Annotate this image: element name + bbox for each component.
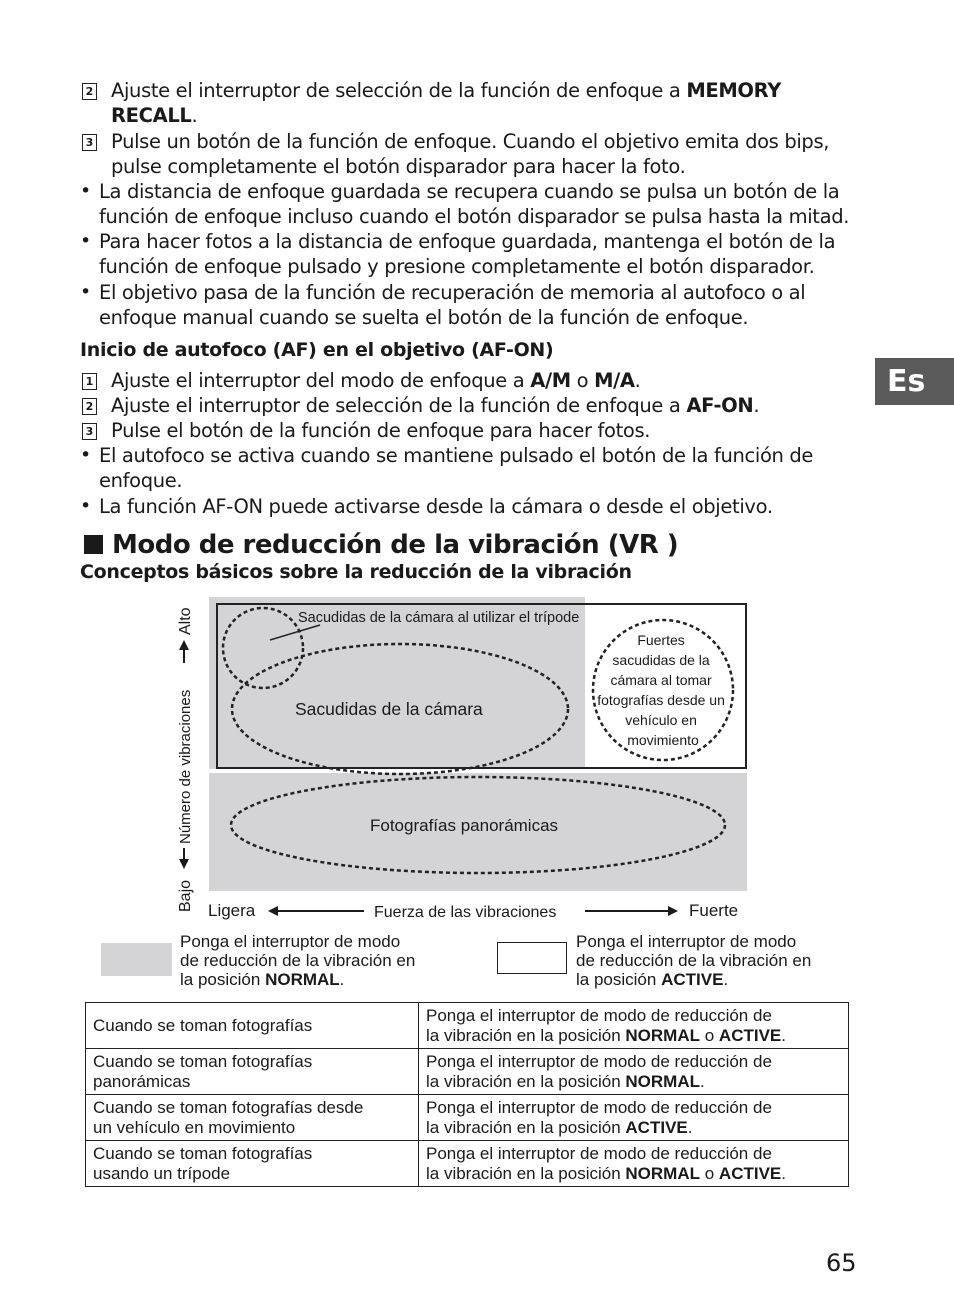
y-axis-low-label: Bajo	[177, 879, 194, 912]
step-text: Ajuste el interruptor del modo de enfoque a A/M o M/A.	[111, 369, 641, 392]
x-axis-label: Fuerza de las vibraciones	[374, 904, 557, 921]
table-cell-situation: Cuando se toman fotografías	[86, 1003, 419, 1049]
table-cell-setting: Ponga el interruptor de modo de reducción de la vibración en la posición ACTIVE.	[419, 1095, 849, 1141]
bullet: •	[80, 230, 92, 252]
table-row	[86, 1003, 849, 1049]
af-on-heading: Inicio de autofoco (AF) en el objetivo (AF-ON)	[80, 339, 554, 361]
bullet-text: Para hacer fotos a la distancia de enfoque guardada, mantenga el botón de la	[99, 230, 836, 253]
bullet: •	[80, 495, 92, 517]
bullet-text: La función AF-ON puede activarse desde la cámara o desde el objetivo.	[99, 495, 773, 518]
vr-settings-table	[85, 1002, 849, 1187]
legend-active-swatch	[497, 942, 567, 974]
step-text: Pulse un botón de la función de enfoque. Cuando el objetivo emita dos bips,	[111, 130, 830, 153]
step-text: RECALL.	[111, 104, 198, 127]
step-number: 3	[82, 134, 97, 151]
step-number: 2	[82, 83, 97, 100]
step-number: 3	[82, 423, 97, 440]
bullet-text: enfoque manual cuando se suelta el botón de la función de enfoque.	[99, 306, 749, 329]
table-cell-setting: Ponga el interruptor de modo de reducción de la vibración en la posición NORMAL.	[419, 1049, 849, 1095]
legend-normal-line: Ponga el interruptor de modo	[180, 932, 401, 951]
tripod-label: Sacudidas de la cámara al utilizar el trípode	[298, 610, 580, 626]
bullet-text: La distancia de enfoque guardada se recupera cuando se pulsa un botón de la	[99, 180, 840, 203]
step-number: 2	[82, 398, 97, 415]
panning-label: Fotografías panorámicas	[370, 816, 559, 835]
language-tab: Es	[875, 358, 954, 405]
vehicle-label: Fuertes sacudidas de la cámara al tomar fotografías desde un vehículo en movimiento	[597, 632, 725, 748]
bullet-text: El autofoco se activa cuando se mantiene pulsado el botón de la función de	[99, 444, 814, 467]
x-axis-low-label: Ligera	[208, 901, 256, 920]
y-axis-high-label: Alto	[177, 607, 194, 635]
table-cell-situation: Cuando se toman fotografías panorámicas	[86, 1049, 419, 1095]
table-row	[86, 1049, 849, 1095]
legend-normal-line: de reducción de la vibración en	[180, 951, 416, 970]
legend-normal-swatch	[101, 943, 172, 976]
y-axis-label: Número de vibraciones	[177, 689, 194, 844]
step-text: pulse completamente el botón disparador para hacer la foto.	[111, 155, 686, 178]
table-cell-setting: Ponga el interruptor de modo de reducción de la vibración en la posición NORMAL o ACTIVE.	[419, 1003, 849, 1049]
bullet: •	[80, 444, 92, 466]
bullet-text: función de enfoque pulsado y presione completamente el botón disparador.	[99, 255, 815, 278]
legend-active-line: Ponga el interruptor de modo	[576, 932, 797, 951]
table-cell-setting: Ponga el interruptor de modo de reducción de la vibración en la posición NORMAL o ACTIVE.	[419, 1141, 849, 1187]
step-text: Pulse el botón de la función de enfoque para hacer fotos.	[111, 419, 651, 442]
bullet-text: El objetivo pasa de la función de recuperación de memoria al autofoco o al	[99, 281, 806, 304]
step-text: Ajuste el interruptor de selección de la función de enfoque a MEMORY	[111, 79, 782, 102]
table-row	[86, 1141, 849, 1187]
vr-subheading: Conceptos básicos sobre la reducción de la vibración	[80, 561, 632, 583]
table-cell-situation: Cuando se toman fotografías usando un trípode	[86, 1141, 419, 1187]
page-number: 65	[826, 1249, 857, 1277]
bullet-text: función de enfoque incluso cuando el botón disparador se pulsa hasta la mitad.	[99, 205, 850, 228]
step-text: Ajuste el interruptor de selección de la función de enfoque a AF-ON.	[111, 394, 760, 417]
step-number: 1	[82, 373, 97, 390]
bullet: •	[80, 180, 92, 202]
legend-active-line: de reducción de la vibración en	[576, 951, 812, 970]
table-row	[86, 1095, 849, 1141]
x-axis-high-label: Fuerte	[689, 901, 739, 920]
vr-section-title: Modo de reducción de la vibración (VR )	[112, 530, 679, 560]
table-cell-situation: Cuando se toman fotografías desde un vehículo en movimiento	[86, 1095, 419, 1141]
legend-active-line: la posición ACTIVE.	[576, 970, 729, 989]
bullet-text: enfoque.	[99, 469, 183, 492]
bullet: •	[80, 281, 92, 303]
legend-normal-line: la posición NORMAL.	[180, 970, 345, 989]
camera-shake-label: Sacudidas de la cámara	[295, 699, 483, 719]
